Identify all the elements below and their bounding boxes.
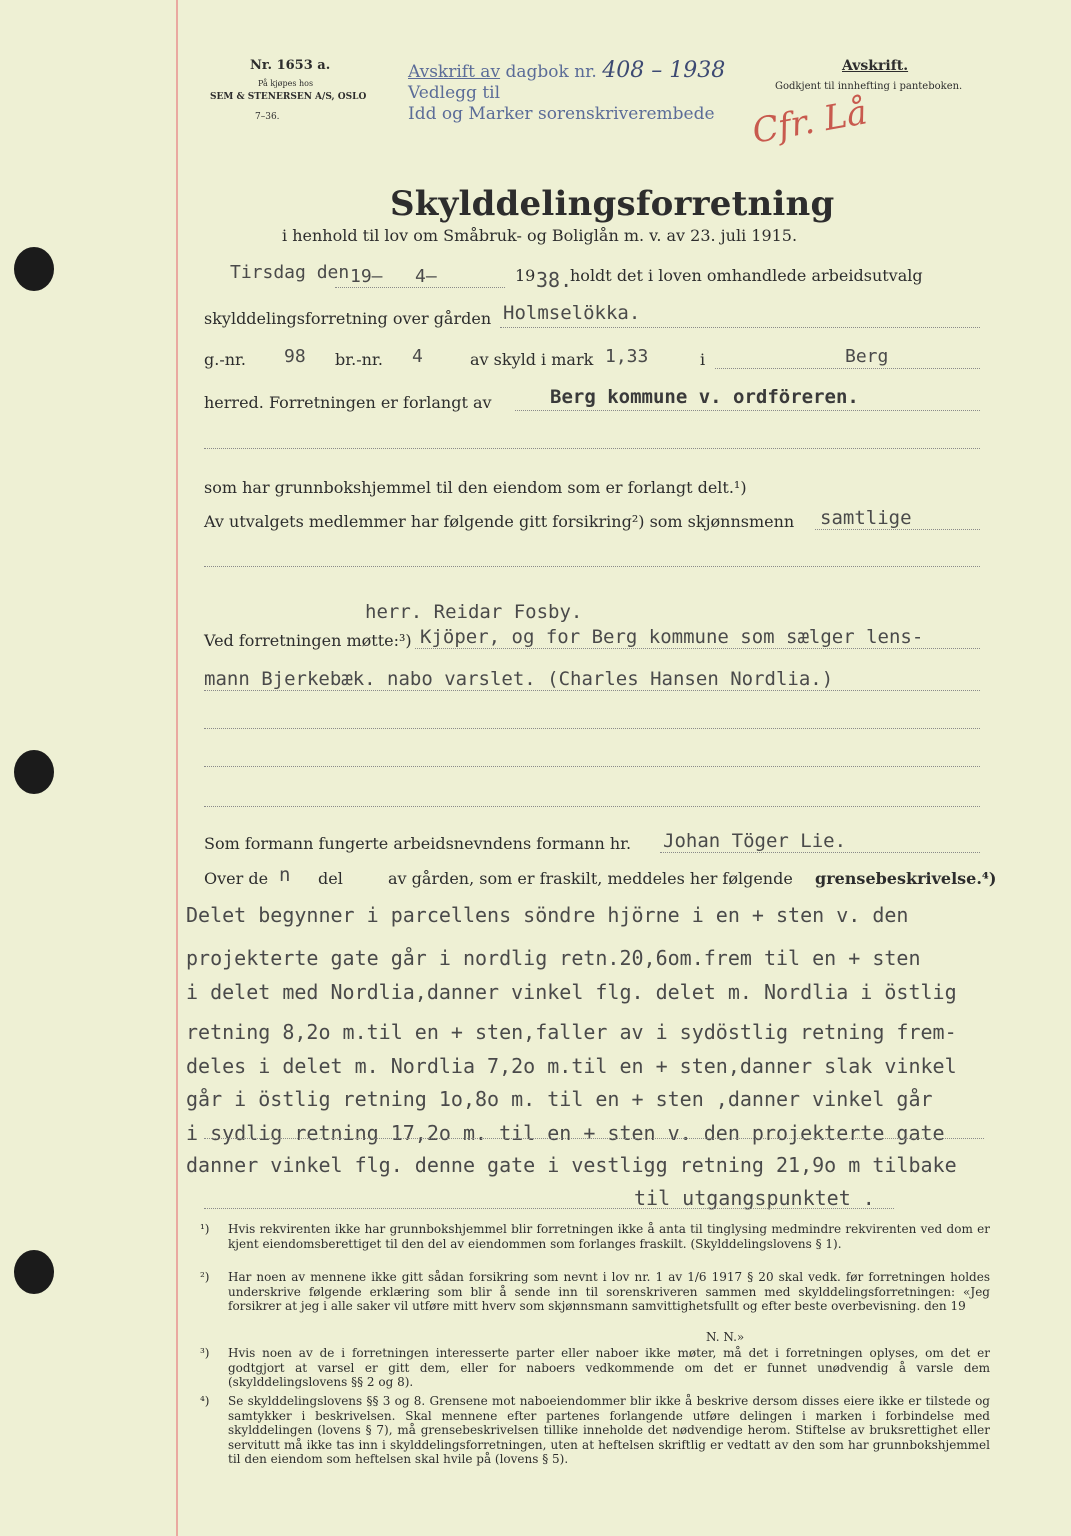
footnote: ²) Har noen av mennene ikke gitt sådan forsikring som nevnt i lov nr. 1 av 1/6 1917 § 20 skal vedk. før forretningen holdes underskrive følgende erklæring som blir å sende inn til sorenskriveren sammen med skylddelingsforretningen: «Jeg forsikrer at jeg i alle saker vil utføre mitt hverv som skjønnsmann samvittighetsfullt og efter beste overbevisning. den 19 [200, 1270, 990, 1314]
month-field: 4– [415, 266, 437, 287]
requested-dotline [515, 410, 980, 411]
held-text: holdt det i loven omhandlede arbeidsutvalg [570, 266, 923, 285]
date-dotline [335, 287, 505, 288]
footnote: ³) Hvis noen av de i forretningen interesserte parter eller naboer ikke møter, må det i forretningen oplyses, om det er godtgjort at varsel er gitt dem, eller for naboers vedkommende om det er funnet unødvendig å varsle dem (skylddelingslovens §§ 2 og 8). [200, 1346, 990, 1390]
weekday-field: Tirsdag den [230, 262, 350, 283]
print-date: 7–36. [255, 112, 280, 122]
attendees-dotline [415, 648, 980, 649]
grense-label: grensebeskrivelse.⁴) [815, 869, 997, 888]
attendee-name: herr. Reidar Fosby. [365, 601, 583, 623]
farm-dotline [500, 327, 980, 328]
gnr-label: g.-nr. [204, 350, 247, 369]
farm-label: skylddelingsforretning over gården [204, 309, 492, 328]
i-label: i [700, 350, 706, 369]
stamp-line-2: Vedlegg til [408, 83, 501, 103]
day-field: 19– [350, 266, 383, 287]
farm-name: Holmselökka. [503, 302, 641, 324]
bnr-label: br.-nr. [335, 350, 383, 369]
boundary-line: danner vinkel flg. denne gate i vestligg retning 21,9o m tilbake [186, 1153, 957, 1177]
boundary-line: retning 8,2o m.til en + sten,faller av i sydöstlig retning frem- [186, 1020, 957, 1044]
skyld-value: 1,33 [605, 346, 649, 367]
boundary-line: deles i delet m. Nordlia 7,2o m.til en + sten,danner slak vinkel [186, 1054, 957, 1078]
attendees-label: Ved forretningen møtte:³) [204, 631, 412, 650]
boundary-line: projekterte gate går i nordlig retn.20,6om.frem til en + sten [186, 946, 921, 970]
boundary-dotline [204, 1138, 984, 1139]
avskrift-note: Godkjent til innhefting i panteboken. [775, 81, 963, 92]
gnr-value: 98 [284, 346, 306, 367]
margin-rule [176, 0, 178, 1536]
grunnbok-line: som har grunnbokshjemmel til den eiendom som er forlangt delt.¹) [204, 478, 747, 497]
blank-dotline [204, 766, 980, 767]
blank-dotline [204, 806, 980, 807]
blank-dotline [204, 566, 980, 567]
blank-dotline [204, 728, 980, 729]
footnote-signature: N. N.» [706, 1330, 745, 1344]
stamp-line-1: Avskrift av dagbok nr. 408 – 1938 [408, 58, 726, 83]
herred-name: Berg [845, 346, 889, 367]
forsikring-value: samtlige [820, 507, 912, 529]
punch-hole [14, 750, 54, 794]
avskrift-title: Avskrift. [842, 58, 909, 74]
boundary-line: i sydlig retning 17,2o m. til en + sten v. den projekterte gate [186, 1121, 945, 1145]
attendees-dotline [204, 690, 980, 691]
forsikring-label: Av utvalgets medlemmer har følgende gitt forsikring²) som skjønnsmenn [204, 512, 795, 531]
year-field: 38. [536, 268, 573, 292]
over-label: Over de [204, 869, 269, 888]
boundary-line: Delet begynner i parcellens söndre hjörne i en + sten v. den [186, 903, 909, 927]
year-prefix: 19 [515, 266, 536, 285]
forsikring-dotline [815, 529, 980, 530]
over-text: av gården, som er fraskilt, meddeles her følgende [388, 869, 793, 888]
herred-dotline [715, 368, 980, 369]
formann-name: Johan Töger Lie. [663, 830, 847, 852]
attendees-line-2: mann Bjerkebæk. nabo varslet. (Charles Hansen Nordlia.) [204, 668, 834, 690]
requested-label: herred. Forretningen er forlangt av [204, 393, 492, 412]
punch-hole [14, 247, 54, 291]
blank-dotline [204, 448, 980, 449]
red-initials-mark: Cfr. Lå [749, 92, 871, 152]
stamp-line-3: Idd og Marker sorenskriverembede [408, 104, 715, 124]
formann-label: Som formann fungerte arbeidsnevndens formann hr. [204, 834, 632, 853]
requested-by: Berg kommune v. ordföreren. [550, 386, 859, 408]
form-number: Nr. 1653 a. [250, 58, 331, 73]
boundary-line: til utgangspunktet . [634, 1186, 875, 1210]
attendees-line-1: Kjöper, og for Berg kommune som sælger lens- [420, 626, 924, 648]
boundary-line: går i östlig retning 1o,8o m. til en + sten ,danner vinkel går [186, 1087, 933, 1111]
document-title: Skylddelingsforretning [390, 184, 835, 224]
bnr-value: 4 [412, 346, 423, 367]
document-subtitle: i henhold til lov om Småbruk- og Boliglån m. v. av 23. juli 1915. [282, 226, 798, 245]
boundary-dotline [204, 1208, 894, 1209]
formann-dotline [660, 852, 980, 853]
publisher-line: På kjøpes hos [258, 79, 314, 88]
over-hand: n [279, 864, 291, 886]
skyld-label: av skyld i mark [470, 350, 594, 369]
boundary-line: i delet med Nordlia,danner vinkel flg. delet m. Nordlia i östlig [186, 980, 957, 1004]
footnote: ⁴) Se skylddelingslovens §§ 3 og 8. Grensene mot naboeiendommer blir ikke å beskrive dersom disses eiere ikke er tilstede og samtykker i beskrivelsen. Skal mennene efter partenes forlangende utføre delingen i marken i forbindelse med skylddelingen (lovens § 7), må grensebeskrivelsen tillike inneholde det nødvendige herom. Stiftelse av bruksrettighet eller servitutt må ikke tas inn i skylddelingsforretningen, uten at heftelsen skriftlig er vedtatt av den som har grunnbokshjemmel til den eiendom som heftelsen skal hvile på (lovens § 5). [200, 1394, 990, 1467]
del-label: del [318, 869, 343, 888]
footnote: ¹) Hvis rekvirenten ikke har grunnbokshjemmel blir forretningen ikke å anta til tinglysing medmindre rekvirenten ved dom er kjent eiendomsberettiget til den del av eiendommen som forlanges fraskilt. (Skylddelingslovens § 1). [200, 1222, 990, 1251]
journal-number: 408 – 1938 [602, 58, 726, 83]
punch-hole [14, 1250, 54, 1294]
publisher-name: SEM & STENERSEN A/S, OSLO [210, 92, 367, 102]
